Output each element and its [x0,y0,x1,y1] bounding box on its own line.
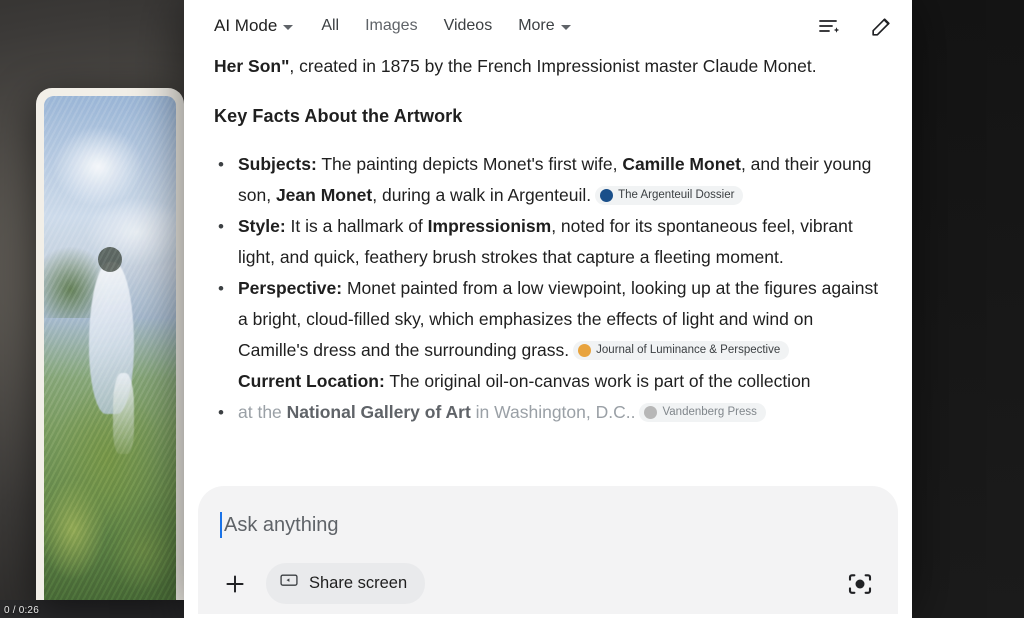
top-navigation-bar [184,0,912,52]
fact-label-perspective: Perspective: [238,278,343,298]
monet-painting-image [44,96,176,600]
chevron-down-icon [283,25,293,30]
fact-bold: Camille Monet [622,154,741,174]
google-lens-camera-icon[interactable] [844,568,876,600]
top-bar-actions [816,13,894,39]
text-cursor [220,512,222,538]
list-item-style [214,211,882,273]
fact-bold: National Gallery of Art [286,402,471,422]
chip-label: Vandenberg Press [662,405,757,418]
fact-text: , during a walk in Argenteuil. [372,185,592,205]
plus-icon[interactable] [220,569,250,599]
content-fade-overlay [184,450,912,488]
phone-screen [44,96,176,600]
tab-more[interactable] [518,17,570,35]
chevron-down-icon [561,25,571,30]
intro-paragraph [214,52,882,80]
key-facts-list [214,149,882,428]
composer-actions [220,563,876,604]
share-screen-button[interactable] [266,563,425,604]
tab-more-label: More [518,17,555,34]
fact-text: in Washington, D.C.. [470,402,636,422]
fact-text: The original oil-on-canvas work is part of the collection [384,371,811,391]
list-item-location-tail [214,397,882,428]
video-timestamp: 0 / 0:26 [4,605,39,616]
chip-source-dot [600,189,613,202]
fact-text: It is a hallmark of [285,216,428,236]
fact-bold: Jean Monet [275,185,373,205]
intro-rest: , created in 1875 by the French Impressionist master Claude Monet. [289,56,817,76]
ai-mode-label: AI Mode [214,16,278,35]
citation-chip-luminance[interactable] [573,341,789,360]
search-tabs [321,17,570,35]
phone-device-mockup [36,88,184,600]
citation-chip-argenteuil[interactable] [595,186,743,205]
chip-label: The Argenteuil Dossier [618,188,735,201]
chip-source-dot [578,344,591,357]
section-heading: Key Facts About the Artwork [214,106,463,126]
screen-share-icon [279,571,299,596]
fact-label-style: Style: [238,216,286,236]
share-screen-label: Share screen [309,574,408,592]
video-right-letterbox [912,0,1024,618]
composer-box[interactable] [198,486,898,614]
compose-pencil-icon[interactable] [868,13,894,39]
ai-mode-selector[interactable] [214,16,293,36]
composer-area [184,486,912,618]
ask-input-placeholder: Ask anything [224,513,339,536]
chip-label: Journal of Luminance & Perspective [596,343,781,356]
chip-source-dot [644,406,657,419]
fact-text: , noted for its spontaneous feel, vibrant light, and quick, feathery brush strokes that capture a fleeting moment. [238,216,853,267]
intro-title-fragment: Her Son" [214,56,290,76]
tab-videos[interactable]: Videos [443,17,493,34]
filters-sparkle-icon[interactable] [816,13,842,39]
fact-text: , and their young son, [238,154,872,205]
list-item-perspective [214,273,882,397]
tab-images[interactable]: Images [365,17,418,34]
fact-text: The painting depicts Monet's first wife, [316,154,623,174]
ask-input-row[interactable] [220,508,876,542]
answer-content [184,52,912,488]
citation-chip-vandenberg[interactable] [639,403,765,422]
ai-mode-panel [184,0,912,618]
fact-text: Monet painted from a low viewpoint, looking up at the figures against a bright, cloud-filled sky, which emphasizes the effects of light and wind on Camille's dress and the surrounding grass. [238,278,879,360]
fact-bold: Impressionism [427,216,552,236]
fact-text: at the [238,402,287,422]
fact-label-subjects: Subjects: [238,154,317,174]
fact-label-current-location: Current Location: [238,371,385,391]
list-item-subjects [214,149,882,211]
tab-all[interactable]: All [321,17,340,34]
